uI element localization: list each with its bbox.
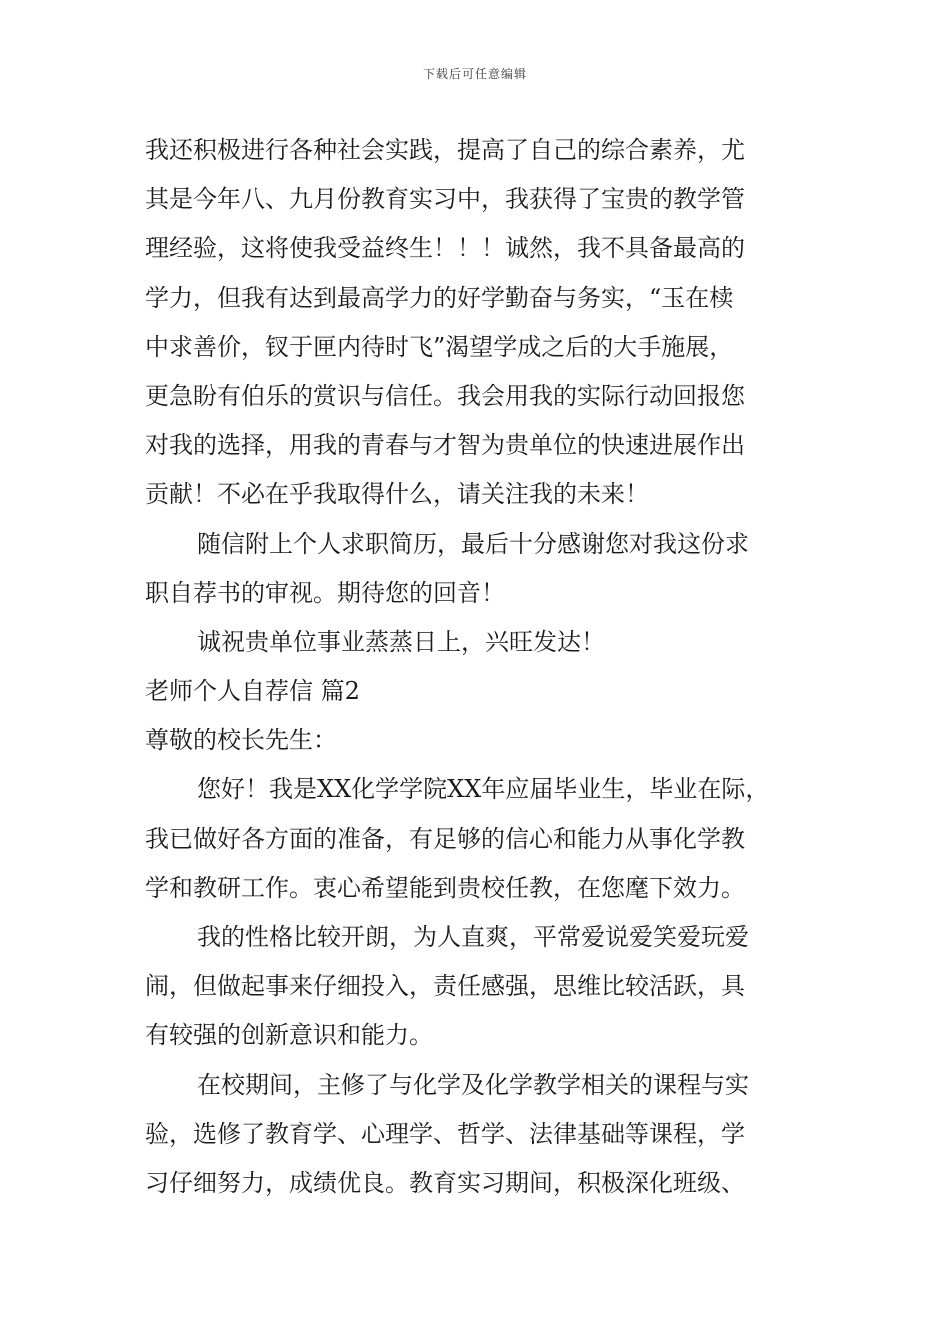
body-line: 随信附上个人求职简历，最后十分感谢您对我这份求 <box>197 529 749 558</box>
body-line: 在校期间，主修了与化学及化学教学相关的课程与实 <box>197 1070 749 1099</box>
body-line: 闹，但做起事来仔细投入，责任感强，思维比较活跃，具 <box>145 972 745 1001</box>
section-heading: 老师个人自荐信 篇2 <box>145 677 360 706</box>
body-line: 其是今年八、九月份教育实习中，我获得了宝贵的教学管 <box>145 185 745 214</box>
body-line: 有较强的创新意识和能力。 <box>145 1021 433 1050</box>
body-line: 理经验，这将使我受益终生！！！诚然，我不具备最高的 <box>145 234 745 263</box>
body-line: 贡献！不必在乎我取得什么，请关注我的未来！ <box>145 480 649 509</box>
body-line: 我的性格比较开朗，为人直爽，平常爱说爱笑爱玩爱 <box>197 923 749 951</box>
body-line: 职自荐书的审视。期待您的回音！ <box>145 578 505 607</box>
document-body <box>145 126 815 1208</box>
body-line: 我已做好各方面的准备，有足够的信心和能力从事化学教 <box>145 824 745 853</box>
body-line: 更急盼有伯乐的赏识与信任。我会用我的实际行动回报您 <box>145 381 745 410</box>
body-line: 中求善价，钗于匣内待时飞”渴望学成之后的大手施展， <box>145 332 734 361</box>
body-line: 诚祝贵单位事业蒸蒸日上，兴旺发达！ <box>197 627 605 656</box>
body-line: 对我的选择，用我的青春与才智为贵单位的快速进展作出 <box>145 431 745 460</box>
body-line: 习仔细努力，成绩优良。教育实习期间，积极深化班级、 <box>145 1168 745 1197</box>
body-line: 您好！我是XX化学学院XX年应届毕业生，毕业在际， <box>197 775 770 804</box>
body-line: 我还积极进行各种社会实践，提高了自己的综合素养，尤 <box>145 136 745 164</box>
body-line: 学和教研工作。衷心希望能到贵校任教，在您麾下效力。 <box>145 873 745 902</box>
body-line: 学力，但我有达到最高学力的好学勤奋与务实，“玉在椟 <box>145 283 734 312</box>
salutation: 尊敬的校长先生： <box>145 726 337 755</box>
page-header: 下载后可任意编辑 <box>422 67 527 81</box>
body-line: 验，选修了教育学、心理学、哲学、法律基础等课程，学 <box>145 1119 745 1148</box>
